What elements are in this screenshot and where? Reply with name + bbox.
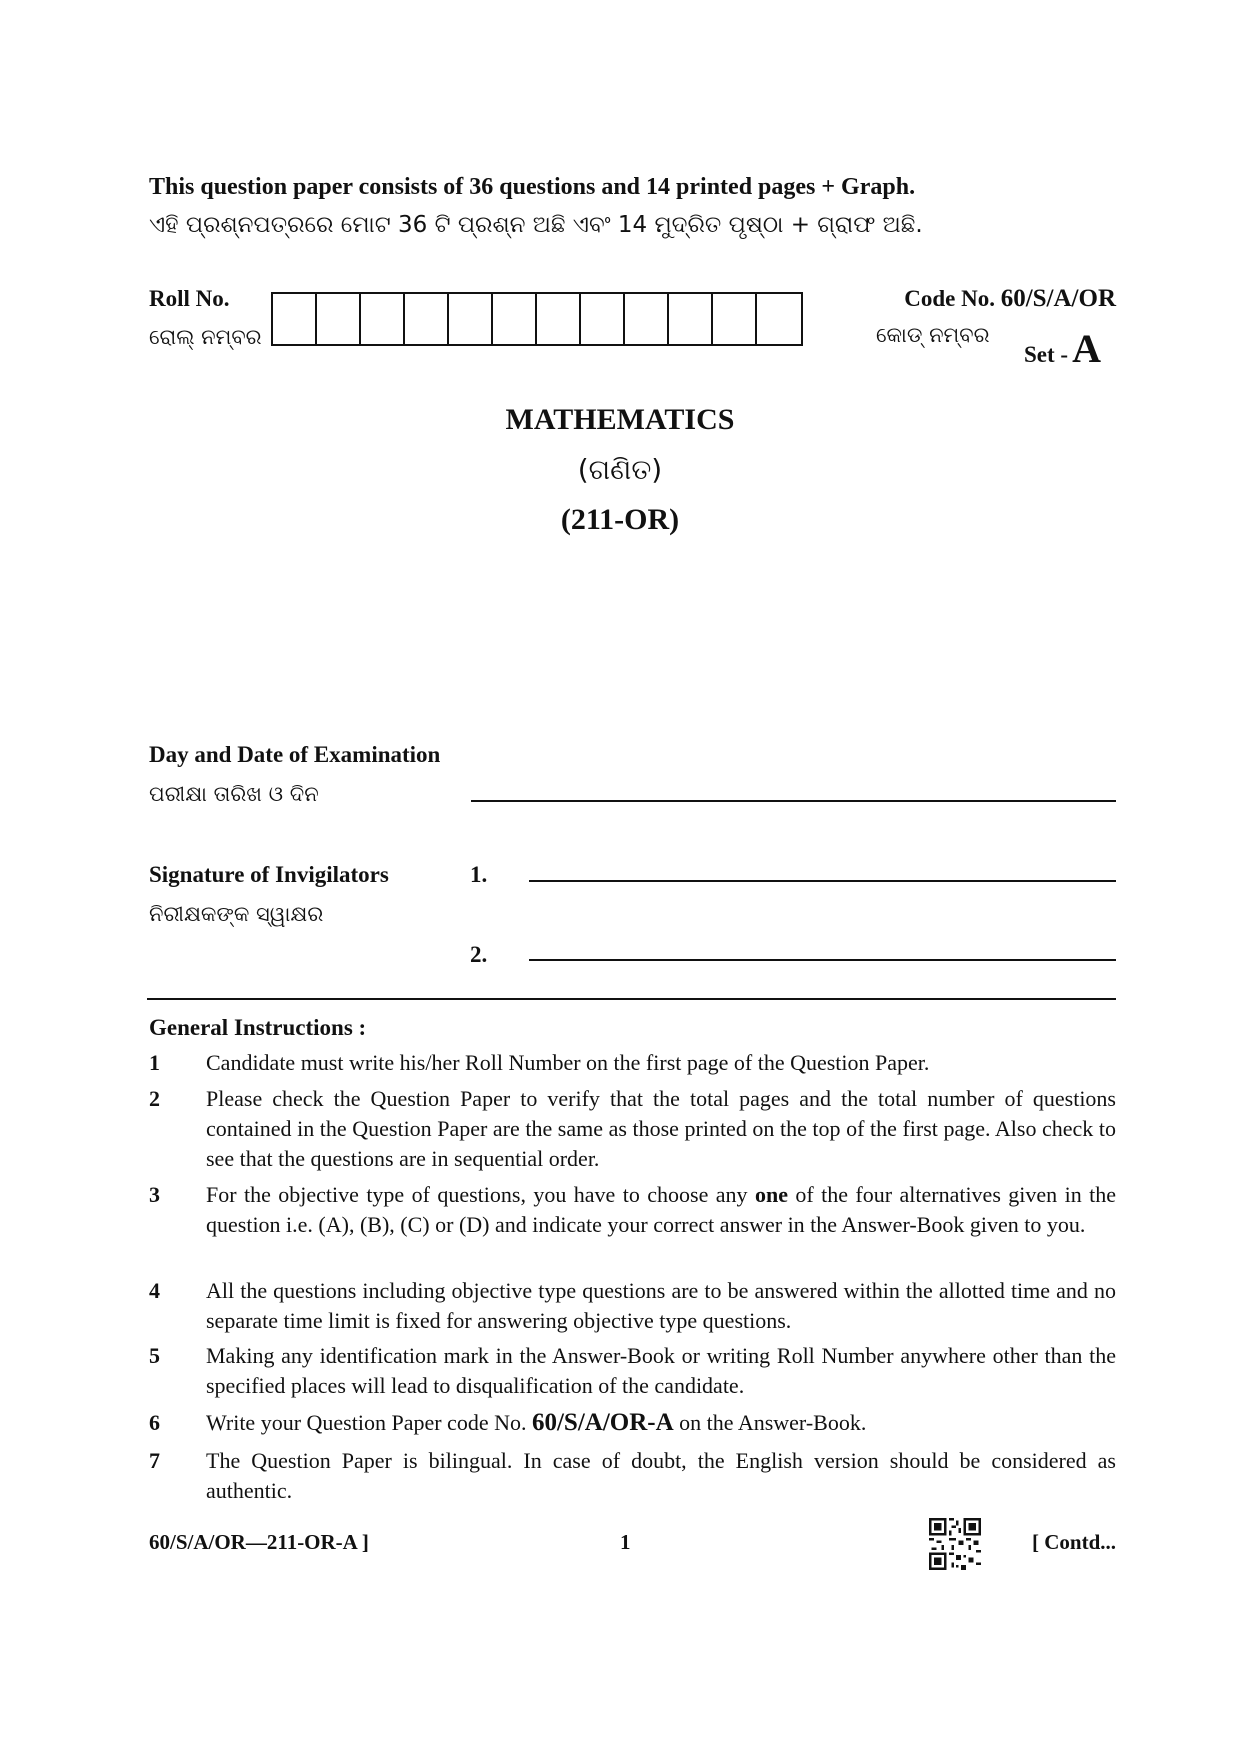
signature-number-2: 2. xyxy=(470,942,488,967)
roll-number-box[interactable] xyxy=(273,294,317,344)
instruction-number: 3 xyxy=(149,1182,160,1207)
instruction-text: All the questions including objective type questions are to be answered within the allotted time and no separate time limit is fixed for answering objective type questions. xyxy=(206,1278,1116,1333)
exam-date-label-odia: ପରୀକ୍ଷା ତାରିଖ ଓ ଦିନ xyxy=(149,782,319,806)
invigilator-signature-label-odia: ନିରୀକ୍ଷକଙ୍କ ସ୍ୱାକ୍ଷର xyxy=(149,902,324,926)
instruction-number: 4 xyxy=(149,1278,160,1303)
instruction-text: Making any identification mark in the Answer-Book or writing Roll Number anywhere other than the specified places will lead to disqualification of the candidate. xyxy=(206,1343,1116,1398)
roll-number-box[interactable] xyxy=(493,294,537,344)
set-value: A xyxy=(1072,326,1101,371)
roll-number-box[interactable] xyxy=(405,294,449,344)
section-divider xyxy=(147,998,1116,1000)
roll-number-label-odia: ରୋଲ୍ ନମ୍ବର xyxy=(149,325,262,349)
instruction-number: 2 xyxy=(149,1086,160,1111)
roll-number-box[interactable] xyxy=(669,294,713,344)
roll-number-box[interactable] xyxy=(757,294,801,344)
roll-number-box[interactable] xyxy=(713,294,757,344)
instruction-number: 5 xyxy=(149,1343,160,1368)
instruction-text: Please check the Question Paper to verify that the total pages and the total number of questions contained in the Question Paper are the same as those printed on the top of the first page. Also check to see that the questions are in sequential order. xyxy=(206,1086,1116,1171)
subject-code: (211-OR) xyxy=(560,503,680,536)
instruction-text: Candidate must write his/her Roll Number on the first page of the Question Paper. xyxy=(206,1050,930,1075)
general-instructions-title: General Instructions : xyxy=(149,1015,367,1040)
instruction-number: 6 xyxy=(149,1410,160,1435)
signature-line-1[interactable] xyxy=(529,880,1116,882)
invigilator-signature-label: Signature of Invigilators xyxy=(149,862,389,887)
roll-number-box[interactable] xyxy=(361,294,405,344)
page-count-odia: ଏହି ପ୍ରଶ୍ନପତ୍ରରେ ମୋଟ 36 ଟି ପ୍ରଶ୍ନ ଅଛି ଏବଂ 14 ମୁଦ୍ରିତ ପୃଷ୍ଠା + ଗ୍ରାଫ ଅଛି. xyxy=(149,212,923,238)
page-number: 1 xyxy=(620,1530,631,1554)
continued-marker: [ Contd... xyxy=(1031,1530,1116,1554)
footer-paper-code: 60/S/A/OR—211-OR-A ] xyxy=(149,1530,369,1554)
paper-code-emphasis: 60/S/A/OR-A xyxy=(531,1409,674,1436)
exam-date-label: Day and Date of Examination xyxy=(149,742,441,767)
subject-title-odia: (ଗଣିତ) xyxy=(577,453,663,486)
roll-number-box[interactable] xyxy=(317,294,361,344)
instruction-number: 1 xyxy=(149,1050,160,1075)
roll-number-box[interactable] xyxy=(581,294,625,344)
qr-code-icon xyxy=(929,1518,981,1570)
code-number-label-odia: କୋଡ୍ ନମ୍ବର xyxy=(876,323,990,347)
code-number xyxy=(904,285,1116,313)
signature-number-1: 1. xyxy=(470,862,488,887)
roll-number-label: Roll No. xyxy=(149,286,230,311)
instruction-text: The Question Paper is bilingual. In case of doubt, the English version should be considered as authentic. xyxy=(206,1448,1116,1503)
exam-date-line[interactable] xyxy=(471,800,1116,802)
subject-title: MATHEMATICS xyxy=(505,403,735,436)
instruction-text: Write your Question Paper code No. 60/S/A/OR-A on the Answer-Book. xyxy=(206,1409,867,1436)
instruction-number: 7 xyxy=(149,1448,160,1473)
emphasis-one: one xyxy=(754,1182,788,1207)
roll-number-box[interactable] xyxy=(537,294,581,344)
roll-number-box[interactable] xyxy=(625,294,669,344)
roll-number-boxes[interactable] xyxy=(271,292,803,346)
code-number-value: 60/S/A/OR xyxy=(1000,285,1116,312)
set-label: Set - xyxy=(1024,342,1069,367)
signature-line-2[interactable] xyxy=(529,959,1116,961)
roll-number-box[interactable] xyxy=(449,294,493,344)
set-indicator xyxy=(1024,325,1101,372)
instruction-text: For the objective type of questions, you have to choose any one of the four alternatives given in the question i.e. (A), (B), (C) or (D) and indicate your correct answer in the Answer-Book given to you. xyxy=(206,1182,1116,1237)
page-count-english: This question paper consists of 36 questions and 14 printed pages + Graph. xyxy=(149,174,916,200)
code-number-label: Code No. xyxy=(904,286,995,311)
